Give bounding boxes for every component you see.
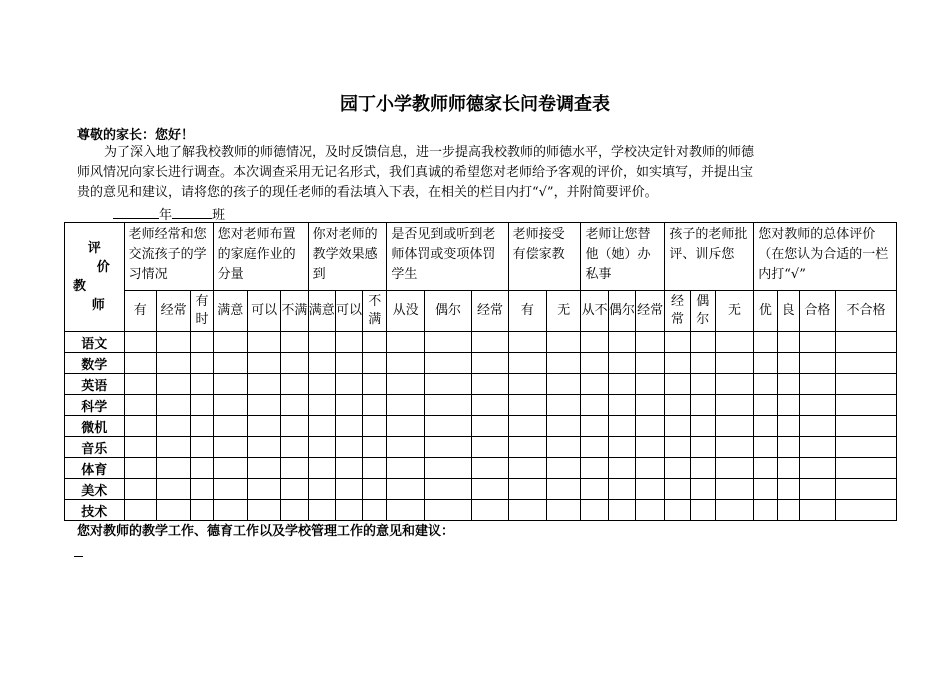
rating-cell[interactable] [508, 479, 546, 500]
rating-cell[interactable] [247, 458, 280, 479]
rating-cell[interactable] [836, 416, 897, 437]
option-header: 不合格 [836, 291, 897, 332]
rating-cell[interactable] [213, 332, 247, 353]
rating-cell[interactable] [547, 353, 581, 374]
rating-cell[interactable] [363, 353, 387, 374]
rating-cell[interactable] [715, 458, 753, 479]
option-header: 满意 [308, 291, 335, 332]
option-header: 优 [754, 291, 777, 332]
rating-cell[interactable] [124, 374, 156, 395]
rating-cell[interactable] [424, 353, 472, 374]
option-header: 无 [547, 291, 581, 332]
question-4-header: 是否见到或听到老师体罚或变项体罚学生 [387, 223, 508, 291]
rating-cell[interactable] [213, 500, 247, 521]
rating-cell[interactable] [247, 395, 280, 416]
rating-cell[interactable] [387, 500, 424, 521]
rating-cell[interactable] [836, 500, 897, 521]
corner-header: 评 价 教 师 [65, 223, 125, 332]
rating-cell[interactable] [424, 479, 472, 500]
rating-cell[interactable] [777, 395, 799, 416]
option-header: 有 [508, 291, 546, 332]
rating-cell[interactable] [281, 437, 308, 458]
rating-cell[interactable] [636, 332, 665, 353]
option-header: 从不 [581, 291, 608, 332]
rating-cell[interactable] [799, 500, 835, 521]
rating-cell[interactable] [213, 416, 247, 437]
table-row [65, 500, 897, 521]
intro-paragraph [77, 143, 754, 203]
rating-cell[interactable] [213, 479, 247, 500]
subject-label: 美术 [65, 479, 125, 500]
rating-cell[interactable] [387, 458, 424, 479]
option-header: 经常 [156, 291, 190, 332]
rating-cell[interactable] [608, 437, 635, 458]
rating-cell[interactable] [508, 500, 546, 521]
rating-cell[interactable] [547, 500, 581, 521]
option-header: 经常 [665, 291, 690, 332]
rating-cell[interactable] [281, 416, 308, 437]
rating-cell[interactable] [424, 395, 472, 416]
rating-cell[interactable] [387, 353, 424, 374]
rating-cell[interactable] [363, 437, 387, 458]
rating-cell[interactable] [608, 374, 635, 395]
rating-cell[interactable] [754, 374, 777, 395]
rating-cell[interactable] [690, 437, 715, 458]
rating-cell[interactable] [508, 332, 546, 353]
rating-cell[interactable] [335, 437, 362, 458]
rating-cell[interactable] [363, 458, 387, 479]
rating-cell[interactable] [191, 437, 213, 458]
rating-cell[interactable] [156, 374, 190, 395]
rating-cell[interactable] [281, 332, 308, 353]
rating-cell[interactable] [547, 332, 581, 353]
rating-cell[interactable] [281, 500, 308, 521]
rating-cell[interactable] [715, 500, 753, 521]
rating-cell[interactable] [508, 458, 546, 479]
rating-cell[interactable] [836, 437, 897, 458]
rating-cell[interactable] [799, 458, 835, 479]
rating-cell[interactable] [213, 374, 247, 395]
option-header: 不满 [363, 291, 387, 332]
option-header: 无 [715, 291, 753, 332]
rating-cell[interactable] [581, 437, 608, 458]
rating-cell[interactable] [777, 332, 799, 353]
rating-cell[interactable] [213, 458, 247, 479]
rating-cell[interactable] [636, 353, 665, 374]
rating-cell[interactable] [124, 479, 156, 500]
question-7-header: 孩子的老师批评、训斥您 [665, 223, 754, 291]
rating-cell[interactable] [387, 395, 424, 416]
rating-cell[interactable] [335, 479, 362, 500]
rating-cell[interactable] [156, 353, 190, 374]
rating-cell[interactable] [387, 479, 424, 500]
question-header-row [65, 223, 897, 291]
rating-cell[interactable] [799, 353, 835, 374]
rating-cell[interactable] [754, 332, 777, 353]
rating-cell[interactable] [213, 395, 247, 416]
rating-cell[interactable] [308, 479, 335, 500]
rating-cell[interactable] [387, 437, 424, 458]
rating-cell[interactable] [754, 437, 777, 458]
rating-cell[interactable] [308, 353, 335, 374]
subject-rows [65, 332, 897, 521]
rating-cell[interactable] [690, 353, 715, 374]
rating-cell[interactable] [213, 353, 247, 374]
rating-cell[interactable] [387, 374, 424, 395]
option-header: 可以 [335, 291, 362, 332]
rating-cell[interactable] [247, 332, 280, 353]
rating-cell[interactable] [754, 458, 777, 479]
rating-cell[interactable] [777, 416, 799, 437]
class-line [113, 204, 225, 223]
rating-cell[interactable] [156, 479, 190, 500]
rating-cell[interactable] [308, 437, 335, 458]
rating-cell[interactable] [424, 437, 472, 458]
rating-cell[interactable] [191, 416, 213, 437]
rating-cell[interactable] [690, 374, 715, 395]
rating-cell[interactable] [156, 416, 190, 437]
rating-cell[interactable] [335, 374, 362, 395]
table-row [65, 479, 897, 500]
rating-cell[interactable] [335, 458, 362, 479]
subject-label: 英语 [65, 374, 125, 395]
table-row [65, 353, 897, 374]
rating-cell[interactable] [799, 437, 835, 458]
rating-cell[interactable] [690, 479, 715, 500]
rating-cell[interactable] [124, 332, 156, 353]
rating-cell[interactable] [335, 332, 362, 353]
rating-cell[interactable] [124, 458, 156, 479]
rating-cell[interactable] [213, 437, 247, 458]
rating-cell[interactable] [308, 395, 335, 416]
rating-cell[interactable] [472, 416, 508, 437]
rating-cell[interactable] [836, 458, 897, 479]
rating-cell[interactable] [777, 437, 799, 458]
year-blank[interactable] [113, 206, 159, 219]
rating-cell[interactable] [247, 437, 280, 458]
rating-cell[interactable] [191, 353, 213, 374]
rating-cell[interactable] [508, 416, 546, 437]
subject-label: 技术 [65, 500, 125, 521]
rating-cell[interactable] [191, 395, 213, 416]
rating-cell[interactable] [156, 395, 190, 416]
rating-cell[interactable] [665, 437, 690, 458]
rating-cell[interactable] [665, 479, 690, 500]
rating-cell[interactable] [799, 479, 835, 500]
table-row [65, 332, 897, 353]
rating-cell[interactable] [191, 374, 213, 395]
rating-cell[interactable] [636, 458, 665, 479]
rating-cell[interactable] [156, 332, 190, 353]
rating-cell[interactable] [247, 500, 280, 521]
rating-cell[interactable] [335, 500, 362, 521]
subject-label: 音乐 [65, 437, 125, 458]
rating-cell[interactable] [547, 416, 581, 437]
rating-cell[interactable] [690, 332, 715, 353]
rating-cell[interactable] [665, 416, 690, 437]
rating-cell[interactable] [636, 374, 665, 395]
rating-cell[interactable] [754, 479, 777, 500]
rating-cell[interactable] [690, 416, 715, 437]
rating-cell[interactable] [247, 479, 280, 500]
rating-cell[interactable] [363, 332, 387, 353]
greeting: 尊敬的家长：您好！ [77, 128, 195, 143]
rating-cell[interactable] [281, 458, 308, 479]
rating-cell[interactable] [547, 458, 581, 479]
rating-cell[interactable] [281, 374, 308, 395]
rating-cell[interactable] [335, 395, 362, 416]
rating-cell[interactable] [335, 353, 362, 374]
rating-cell[interactable] [636, 479, 665, 500]
rating-cell[interactable] [191, 458, 213, 479]
rating-cell[interactable] [424, 374, 472, 395]
option-header: 经常 [472, 291, 508, 332]
suggestion-label: 您对教师的教学工作、德育工作以及学校管理工作的意见和建议： [77, 524, 455, 539]
rating-cell[interactable] [836, 395, 897, 416]
table-row [65, 458, 897, 479]
rating-cell[interactable] [777, 353, 799, 374]
intro-line: 贵的意见和建议，请将您的孩子的现任老师的看法填入下表，在相关的栏目内打“√”，并附简要评价。 [77, 185, 658, 200]
rating-cell[interactable] [335, 416, 362, 437]
class-label: 班 [212, 208, 226, 223]
rating-cell[interactable] [363, 479, 387, 500]
rating-cell[interactable] [547, 437, 581, 458]
year-label: 年 [159, 208, 173, 223]
rating-cell[interactable] [508, 353, 546, 374]
rating-cell[interactable] [836, 479, 897, 500]
subject-label: 数学 [65, 353, 125, 374]
table-row [65, 374, 897, 395]
rating-cell[interactable] [715, 374, 753, 395]
rating-cell[interactable] [665, 374, 690, 395]
rating-cell[interactable] [508, 437, 546, 458]
rating-cell[interactable] [308, 458, 335, 479]
rating-cell[interactable] [156, 500, 190, 521]
subject-label: 微机 [65, 416, 125, 437]
rating-cell[interactable] [715, 437, 753, 458]
rating-cell[interactable] [836, 332, 897, 353]
rating-cell[interactable] [665, 332, 690, 353]
rating-cell[interactable] [424, 458, 472, 479]
rating-cell[interactable] [665, 353, 690, 374]
rating-cell[interactable] [281, 395, 308, 416]
table-row [65, 395, 897, 416]
rating-cell[interactable] [472, 500, 508, 521]
rating-cell[interactable] [690, 458, 715, 479]
rating-cell[interactable] [363, 500, 387, 521]
rating-cell[interactable] [608, 458, 635, 479]
option-header: 从没 [387, 291, 424, 332]
rating-cell[interactable] [715, 416, 753, 437]
rating-cell[interactable] [363, 395, 387, 416]
rating-cell[interactable] [191, 332, 213, 353]
rating-cell[interactable] [363, 416, 387, 437]
rating-cell[interactable] [124, 500, 156, 521]
option-header: 偶尔 [608, 291, 635, 332]
suggestion-blank[interactable] [74, 546, 83, 557]
rating-cell[interactable] [508, 395, 546, 416]
rating-cell[interactable] [690, 500, 715, 521]
rating-cell[interactable] [547, 395, 581, 416]
option-header: 有时 [191, 291, 213, 332]
rating-cell[interactable] [799, 416, 835, 437]
rating-cell[interactable] [124, 437, 156, 458]
rating-cell[interactable] [754, 500, 777, 521]
rating-cell[interactable] [156, 437, 190, 458]
rating-cell[interactable] [665, 395, 690, 416]
subject-label: 科学 [65, 395, 125, 416]
rating-cell[interactable] [124, 416, 156, 437]
rating-cell[interactable] [581, 416, 608, 437]
rating-cell[interactable] [608, 395, 635, 416]
rating-cell[interactable] [665, 458, 690, 479]
option-header: 良 [777, 291, 799, 332]
subject-label: 体育 [65, 458, 125, 479]
option-header: 经常 [636, 291, 665, 332]
survey-table [64, 222, 897, 521]
rating-cell[interactable] [387, 416, 424, 437]
rating-cell[interactable] [581, 479, 608, 500]
option-header: 偶尔 [690, 291, 715, 332]
rating-cell[interactable] [665, 500, 690, 521]
rating-cell[interactable] [124, 353, 156, 374]
rating-cell[interactable] [608, 500, 635, 521]
option-header: 有 [124, 291, 156, 332]
question-1-header: 老师经常和您交流孩子的学习情况 [124, 223, 213, 291]
question-5-header: 老师接受有偿家教 [508, 223, 581, 291]
option-header: 合格 [799, 291, 835, 332]
rating-cell[interactable] [715, 395, 753, 416]
question-3-header: 你对老师的教学效果感到 [308, 223, 387, 291]
option-header: 不满 [281, 291, 308, 332]
rating-cell[interactable] [547, 479, 581, 500]
rating-cell[interactable] [472, 395, 508, 416]
rating-cell[interactable] [387, 332, 424, 353]
subject-label: 语文 [65, 332, 125, 353]
rating-cell[interactable] [777, 500, 799, 521]
page-title: 园丁小学教师师德家长问卷调查表 [340, 94, 610, 115]
question-8-header: 您对教师的总体评价（在您认为合适的一栏内打“√” [754, 223, 897, 291]
rating-cell[interactable] [363, 374, 387, 395]
rating-cell[interactable] [608, 332, 635, 353]
rating-cell[interactable] [281, 479, 308, 500]
rating-cell[interactable] [715, 353, 753, 374]
rating-cell[interactable] [836, 353, 897, 374]
rating-cell[interactable] [472, 458, 508, 479]
rating-cell[interactable] [608, 479, 635, 500]
option-header: 偶尔 [424, 291, 472, 332]
rating-cell[interactable] [124, 395, 156, 416]
rating-cell[interactable] [636, 500, 665, 521]
rating-cell[interactable] [308, 374, 335, 395]
rating-cell[interactable] [281, 353, 308, 374]
rating-cell[interactable] [754, 353, 777, 374]
rating-cell[interactable] [424, 416, 472, 437]
rating-cell[interactable] [636, 416, 665, 437]
rating-cell[interactable] [715, 332, 753, 353]
rating-cell[interactable] [777, 374, 799, 395]
rating-cell[interactable] [247, 416, 280, 437]
rating-cell[interactable] [581, 458, 608, 479]
rating-cell[interactable] [636, 437, 665, 458]
table-row [65, 416, 897, 437]
rating-cell[interactable] [581, 332, 608, 353]
rating-cell[interactable] [308, 500, 335, 521]
rating-cell[interactable] [308, 332, 335, 353]
rating-cell[interactable] [754, 416, 777, 437]
rating-cell[interactable] [715, 479, 753, 500]
rating-cell[interactable] [777, 458, 799, 479]
rating-cell[interactable] [424, 500, 472, 521]
rating-cell[interactable] [581, 353, 608, 374]
rating-cell[interactable] [754, 395, 777, 416]
rating-cell[interactable] [581, 500, 608, 521]
rating-cell[interactable] [799, 332, 835, 353]
table-row [65, 437, 897, 458]
intro-line: 为了深入地了解我校教师的师德情况，及时反馈信息，进一步提高我校教师的师德水平，学校决定针对教师的师德 [104, 145, 755, 160]
rating-cell[interactable] [472, 437, 508, 458]
rating-cell[interactable] [581, 374, 608, 395]
rating-cell[interactable] [472, 332, 508, 353]
rating-cell[interactable] [424, 332, 472, 353]
rating-cell[interactable] [191, 479, 213, 500]
rating-cell[interactable] [308, 416, 335, 437]
class-blank[interactable] [172, 206, 212, 219]
intro-line: 师风情况向家长进行调查。本次调查采用无记名形式，我们真诚的希望您对老师给予客观的评价，如实填写，并提出宝 [77, 165, 754, 180]
rating-cell[interactable] [247, 353, 280, 374]
rating-cell[interactable] [156, 458, 190, 479]
option-header-row [65, 291, 897, 332]
rating-cell[interactable] [799, 374, 835, 395]
rating-cell[interactable] [547, 374, 581, 395]
rating-cell[interactable] [690, 395, 715, 416]
rating-cell[interactable] [836, 374, 897, 395]
rating-cell[interactable] [608, 353, 635, 374]
option-header: 可以 [247, 291, 280, 332]
rating-cell[interactable] [247, 374, 280, 395]
option-header: 满意 [213, 291, 247, 332]
rating-cell[interactable] [581, 395, 608, 416]
question-6-header: 老师让您替他（她）办私事 [581, 223, 665, 291]
rating-cell[interactable] [608, 416, 635, 437]
rating-cell[interactable] [508, 374, 546, 395]
rating-cell[interactable] [472, 374, 508, 395]
rating-cell[interactable] [472, 353, 508, 374]
rating-cell[interactable] [799, 395, 835, 416]
rating-cell[interactable] [191, 500, 213, 521]
question-2-header: 您对老师布置的家庭作业的分量 [213, 223, 308, 291]
rating-cell[interactable] [636, 395, 665, 416]
rating-cell[interactable] [472, 479, 508, 500]
rating-cell[interactable] [777, 479, 799, 500]
